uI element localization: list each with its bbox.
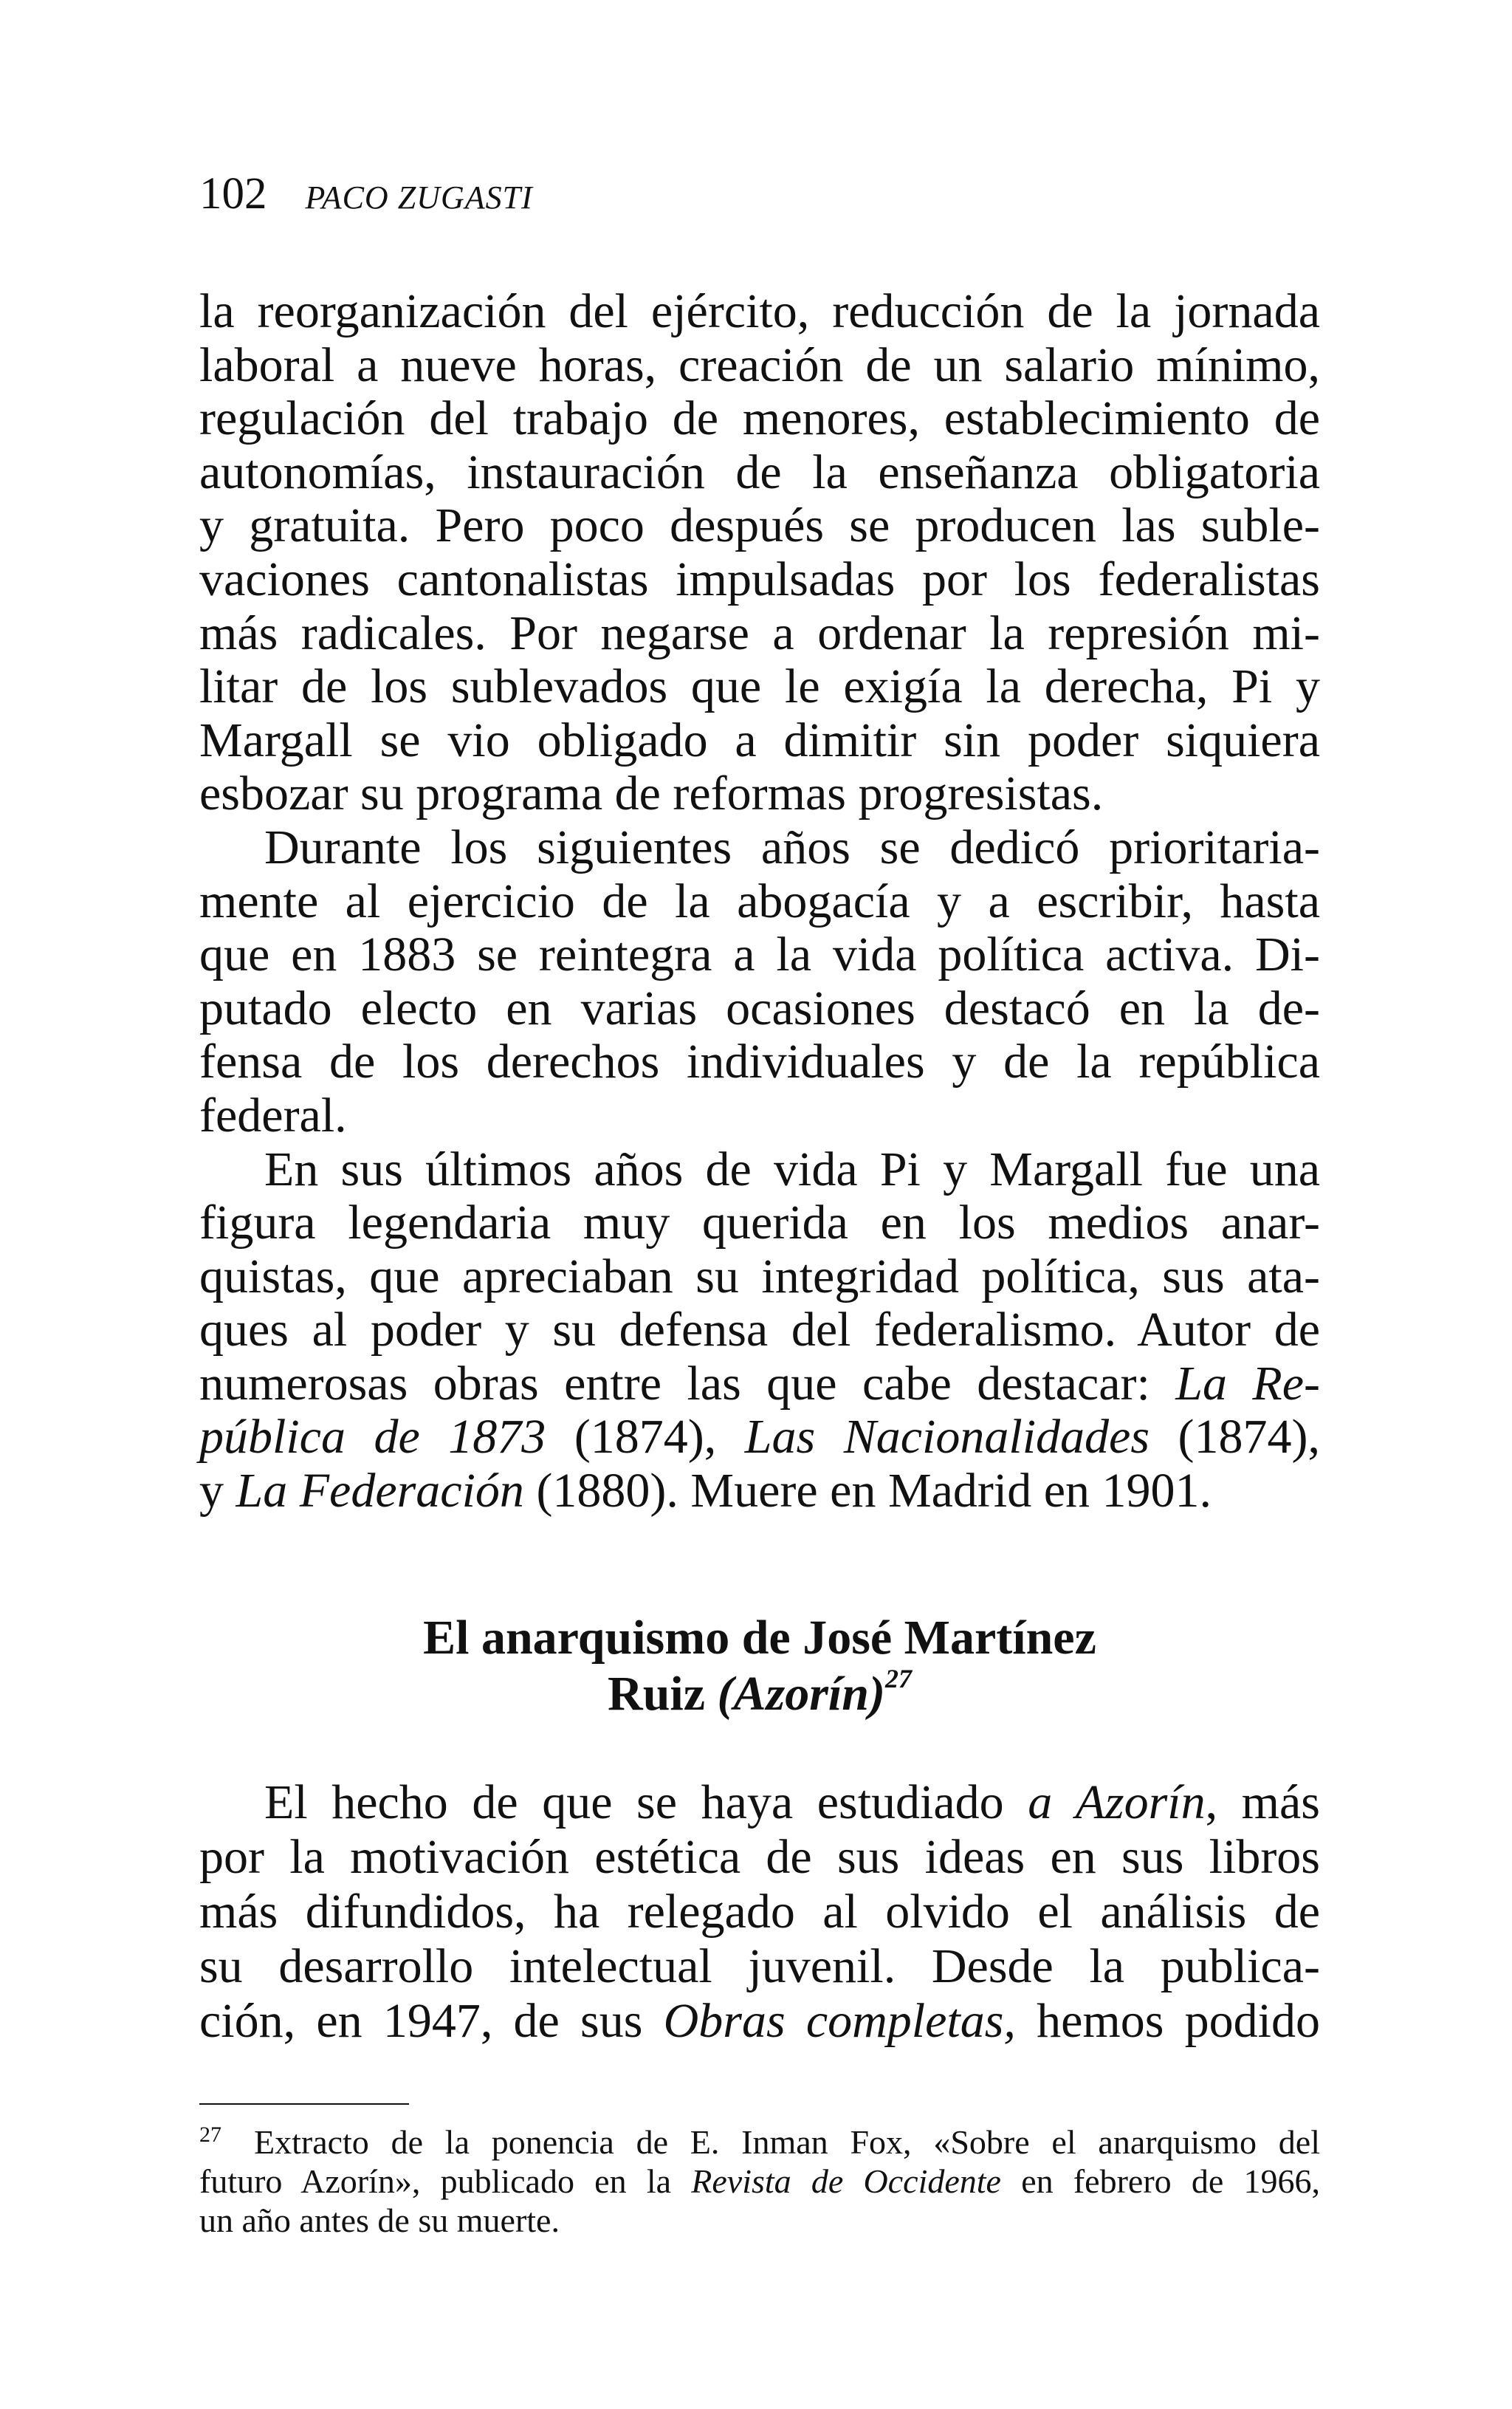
text-run: (Azorín) [717, 1667, 885, 1721]
text-line: quistas, que apreciaban su integridad política, sus ata- [199, 1249, 1320, 1303]
text-line: su desarrollo intelectual juvenil. Desde la publica- [199, 1939, 1320, 1993]
text-run: (1874), [546, 1410, 745, 1464]
text-line: laboral a nueve horas, creación de un salario mínimo, [199, 337, 1320, 392]
text-run: en febrero de 1966, [1000, 2162, 1321, 2200]
book-title: Las Nacionalidades [744, 1410, 1150, 1464]
text-line [199, 1994, 1320, 2049]
journal-title: Revista de Occidente [691, 2162, 1001, 2200]
text-line: En sus últimos años de vida Pi y Margall fue una [264, 1142, 1320, 1196]
footnote-divider [199, 2103, 409, 2105]
text-line: figura legendaria muy querida en los medios anar- [199, 1196, 1320, 1250]
text-run: hemos podido [1015, 1994, 1320, 2048]
text-line: la reorganización del ejército, reducción de la jornada [199, 284, 1320, 338]
section-heading [199, 1610, 1320, 1722]
text-line: por la motivación estética de sus ideas en sus libros [199, 1830, 1320, 1884]
footnote [199, 2122, 1320, 2240]
section-heading-line-2 [199, 1666, 1320, 1722]
text-line [199, 1464, 1320, 1518]
text-line: más difundidos, ha relegado al olvido el análisis de [199, 1885, 1320, 1939]
text-line: autonomías, instauración de la enseñanza obligatoria [199, 445, 1320, 499]
text-line: mente al ejercicio de la abogacía y a escribir, hasta [199, 874, 1320, 928]
text-line: vaciones cantonalistas impulsadas por los federalistas [199, 552, 1320, 606]
text-run: a Azorín [1028, 1775, 1206, 1829]
text-line [199, 1775, 1320, 1830]
text-run: , más [1205, 1775, 1320, 1829]
text-run: Extracto de la ponencia de E. Inman Fox, «Sobre el anarquismo del [254, 2123, 1320, 2161]
text-line [199, 1357, 1320, 1411]
text-run: (1874), [1150, 1410, 1320, 1464]
text-line: más radicales. Por negarse a ordenar la represión mi- [199, 606, 1320, 660]
section-paragraph [199, 1775, 1320, 2049]
body-text [199, 285, 1320, 1518]
section-heading-line-1: El anarquismo de José Martínez [423, 1611, 1096, 1665]
text-run: futuro Azorín», publicado en la [199, 2162, 692, 2200]
paragraph-3 [199, 1143, 1320, 1518]
book-title: pública de 1873 [199, 1410, 546, 1464]
text-line [199, 2122, 1320, 2162]
text-run: Ruiz [608, 1667, 718, 1721]
text-line: Durante los siguientes años se dedicó prioritaria- [264, 820, 1320, 874]
paragraph-2 [199, 821, 1320, 1143]
text-line [199, 2162, 1320, 2201]
text-line: un año antes de su muerte. [199, 2201, 560, 2239]
text-line: ques al poder y su defensa del federalismo. Autor de [199, 1303, 1320, 1357]
text-line: federal. [199, 1088, 347, 1142]
text-line: Margall se vio obligado a dimitir sin poder siquiera [199, 713, 1320, 767]
footnote-marker: 27 [199, 2122, 221, 2147]
text-line: litar de los sublevados que le exigía la derecha, Pi y [199, 659, 1320, 714]
footnote-reference: 27 [884, 1664, 912, 1693]
text-run: ción, en 1947, de sus [199, 1994, 664, 2048]
text-line: regulación del trabajo de menores, establecimiento de [199, 391, 1320, 446]
text-run: y [199, 1464, 236, 1518]
text-run: numerosas obras entre las que cabe destacar: [199, 1356, 1176, 1411]
text-line: fensa de los derechos individuales y de la república [199, 1035, 1320, 1089]
text-line: que en 1883 se reintegra a la vida política activa. Di- [199, 928, 1320, 982]
text-line: y gratuita. Pero poco después se producen las suble- [199, 498, 1320, 553]
text-line [199, 1411, 1320, 1464]
text-line: esbozar su programa de reformas progresistas. [199, 767, 1104, 821]
book-title: La Re- [1175, 1356, 1321, 1411]
running-head-author: PACO ZUGASTI [305, 179, 533, 216]
text-run: (1880). Muere en Madrid en 1901. [523, 1464, 1212, 1518]
page-number: 102 [199, 169, 267, 219]
running-head [199, 168, 533, 220]
text-run: El hecho de que se haya estudiado [264, 1775, 1028, 1829]
book-title: La Federación [236, 1464, 524, 1518]
book-title: Obras completas, [663, 1994, 1016, 2048]
paragraph-1 [199, 285, 1320, 821]
text-line: putado electo en varias ocasiones destacó en la de- [199, 981, 1320, 1035]
